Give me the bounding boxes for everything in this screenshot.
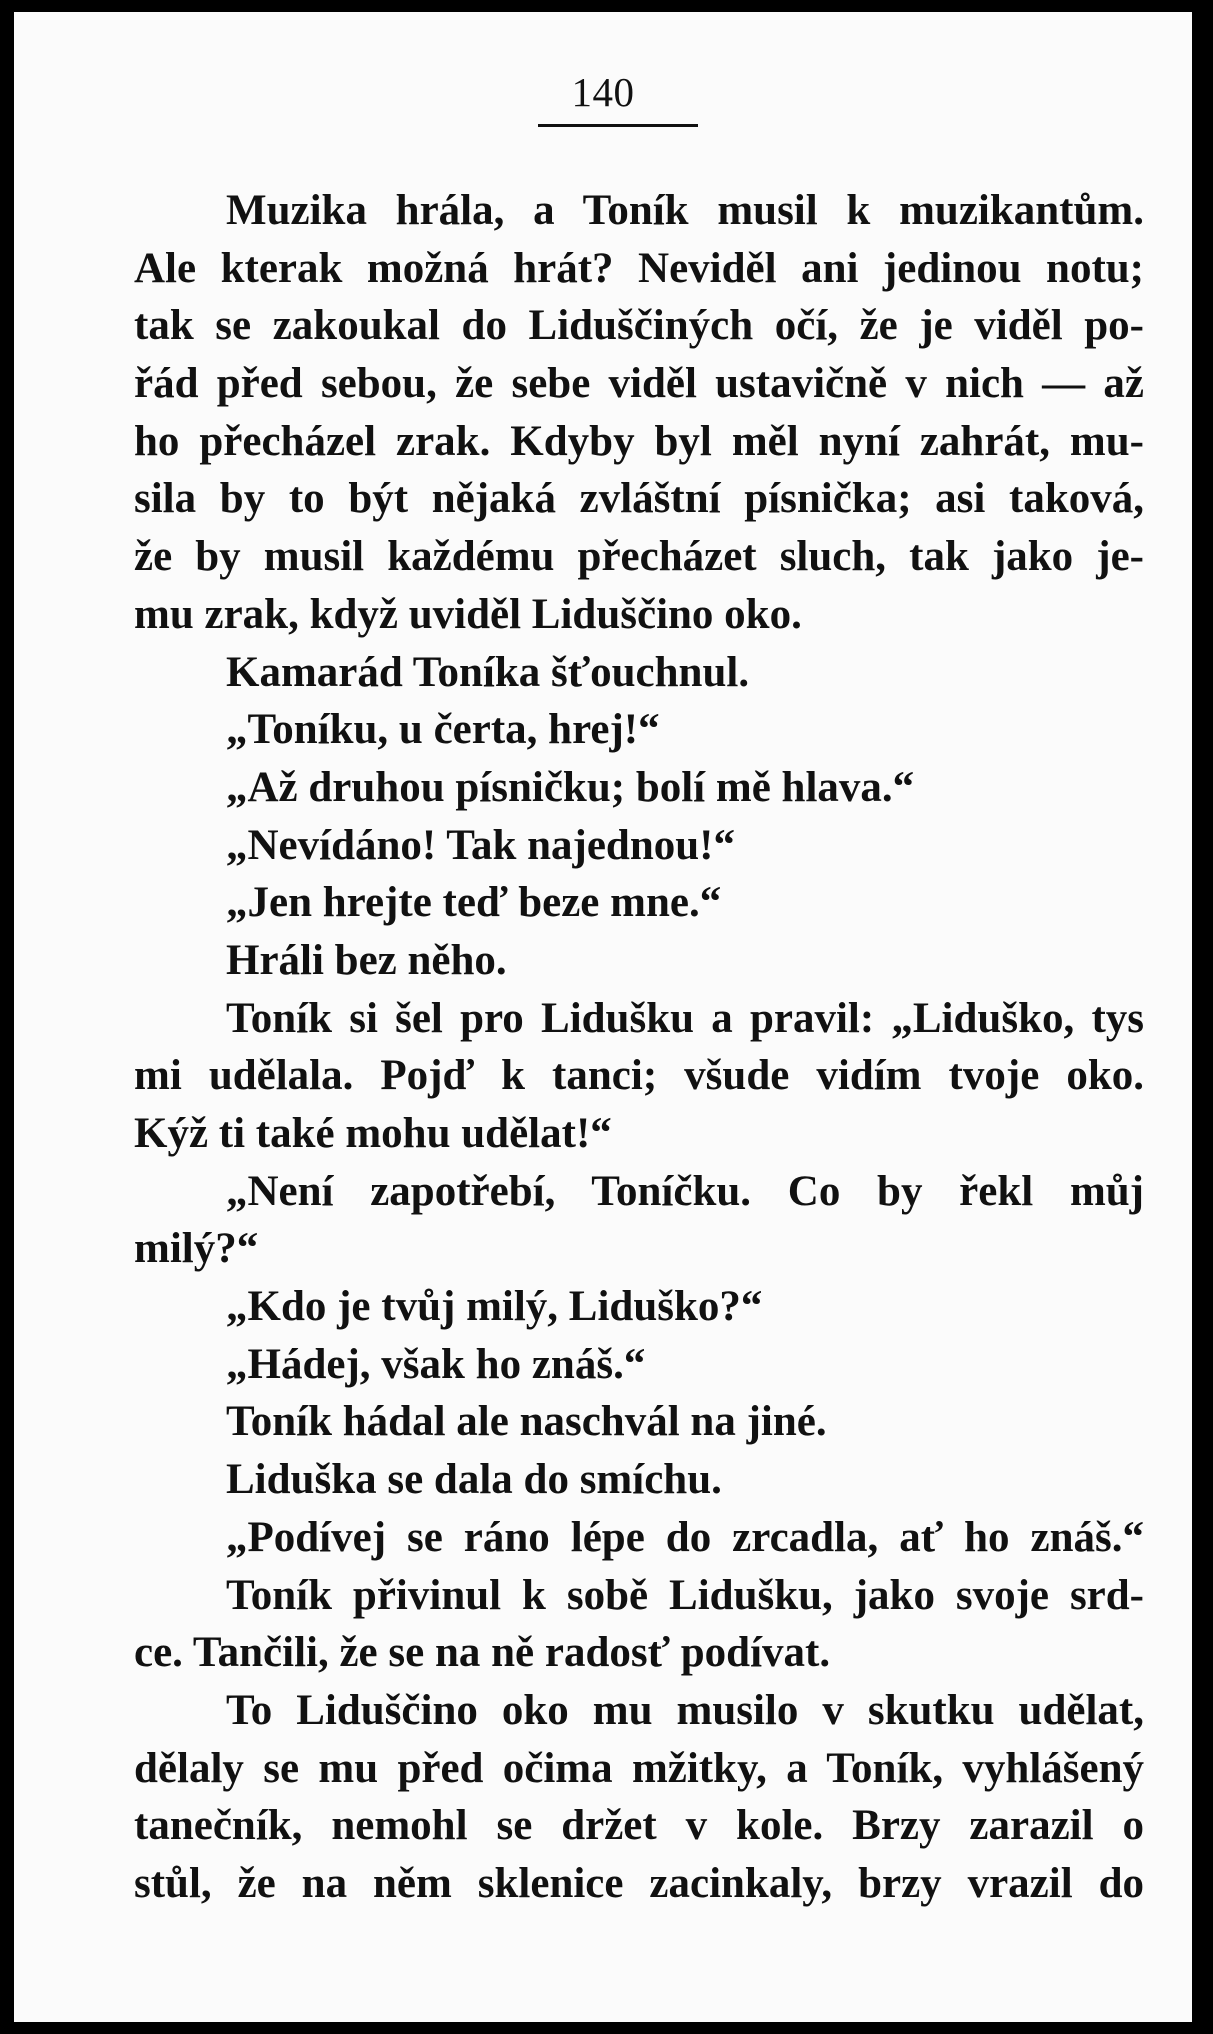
- text-line: Muzika hrála, a Toník musil k muzikantům.: [226, 187, 1144, 234]
- book-page: [14, 12, 1192, 2022]
- text-line: „Toníku, u čerta, hrej!“: [226, 706, 660, 754]
- text-line: „Není zapotřebí, Toníčku. Co by řekl můj: [226, 1167, 1144, 1215]
- text-line: mu zrak, když uviděl Liduščino oko.: [134, 590, 802, 638]
- page-number: 140: [571, 69, 635, 115]
- text-line: Toník si šel pro Lidušku a pravil: „Liduško, tys: [226, 994, 1144, 1042]
- text-line: Hráli bez něho.: [226, 936, 507, 984]
- text-line: „Kdo je tvůj milý, Liduško?“: [226, 1283, 763, 1331]
- page-number-rule: [538, 124, 698, 127]
- text-line: Toník přivinul k sobě Lidušku, jako svoje srd-: [226, 1571, 1144, 1619]
- text-line: „Nevídáno! Tak najednou!“: [226, 821, 735, 869]
- text-line: Liduška se dala do smíchu.: [226, 1456, 722, 1504]
- text-line: že by musil každému přecházet sluch, tak jako je-: [134, 533, 1144, 581]
- text-line: „Podívej se ráno lépe do zrcadla, ať ho znáš.“: [226, 1513, 1144, 1561]
- text-line: Toník hádal ale naschvál na jiné.: [226, 1398, 827, 1446]
- text-line: sila by to být nějaká zvláštní písnička; asi taková,: [134, 475, 1144, 523]
- text-line: Kýž ti také mohu udělat!“: [134, 1110, 612, 1157]
- text-line: tak se zakoukal do Liduščiných očí, že je viděl po-: [134, 302, 1144, 350]
- text-line: „Hádej, však ho znáš.“: [226, 1340, 646, 1388]
- text-line: ho přecházel zrak. Kdyby byl měl nyní zahrát, mu-: [134, 417, 1144, 465]
- body-text: [134, 182, 1144, 1913]
- text-line: dělaly se mu před očima mžitky, a Toník, vyhlášený: [134, 1744, 1144, 1792]
- text-line: „Jen hrejte teď beze mne.“: [226, 879, 722, 927]
- text-line: mi udělala. Pojď k tanci; všude vidím tvoje oko.: [134, 1052, 1144, 1100]
- text-line: ce. Tančili, že se na ně radosť podívat.: [134, 1629, 831, 1677]
- text-line: řád před sebou, že sebe viděl ustavičně v nich — až: [134, 360, 1144, 408]
- text-line: milý?“: [134, 1225, 259, 1273]
- text-line: Ale kterak možná hrát? Neviděl ani jedinou notu;: [134, 244, 1144, 292]
- text-line: Kamarád Toníka šťouchnul.: [226, 648, 750, 696]
- text-line: tanečník, nemohl se držet v kole. Brzy zarazil o: [134, 1802, 1144, 1850]
- text-line: stůl, že na něm sklenice zacinkaly, brzy vrazil do: [134, 1859, 1144, 1907]
- text-line: To Liduščino oko mu musilo v skutku udělat,: [226, 1686, 1144, 1734]
- text-line: „Až druhou písničku; bolí mě hlava.“: [226, 763, 915, 811]
